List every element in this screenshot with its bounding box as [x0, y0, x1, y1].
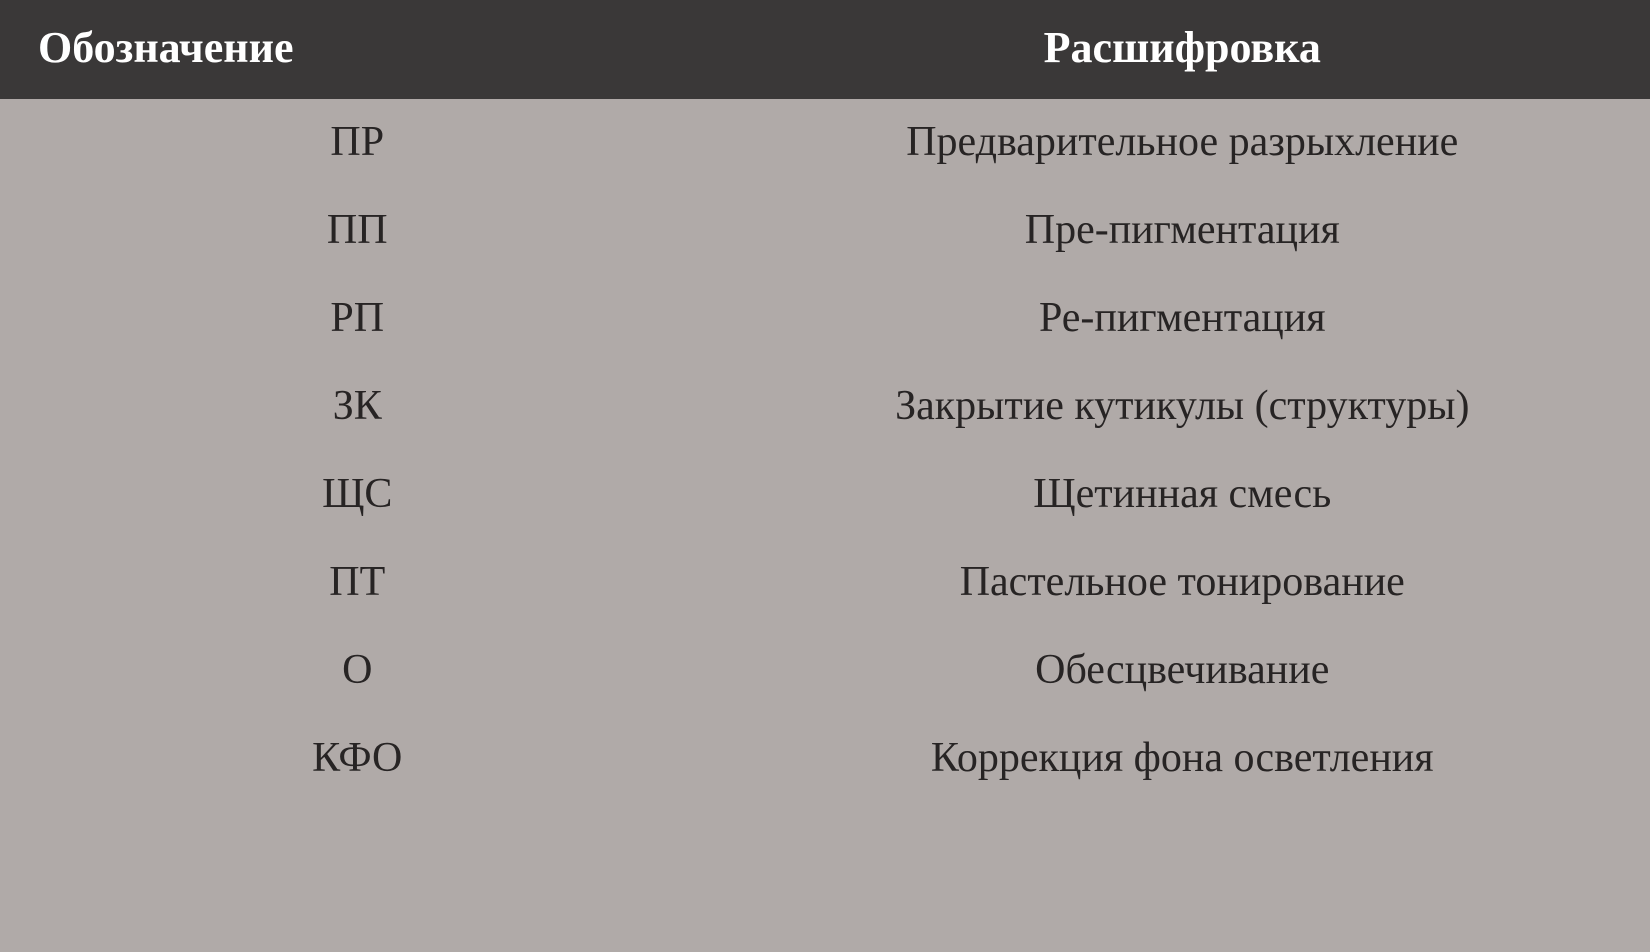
table-row — [0, 451, 1650, 539]
table-row — [0, 275, 1650, 363]
table-row — [0, 715, 1650, 806]
cell-description: Пре-пигментация — [715, 187, 1650, 275]
table-body — [0, 99, 1650, 806]
cell-description: Закрытие кутикулы (структуры) — [715, 363, 1650, 451]
table-row — [0, 99, 1650, 187]
cell-description: Пастельное тонирование — [715, 539, 1650, 627]
cell-code: ПП — [0, 187, 715, 275]
cell-code: О — [0, 627, 715, 715]
table-row — [0, 363, 1650, 451]
cell-description: Коррекция фона осветления — [715, 715, 1650, 806]
cell-code: КФО — [0, 715, 715, 806]
cell-code: ПР — [0, 99, 715, 187]
table-row — [0, 539, 1650, 627]
column-header-code: Обозначение — [0, 0, 715, 99]
table-row — [0, 627, 1650, 715]
cell-code: РП — [0, 275, 715, 363]
table-row — [0, 187, 1650, 275]
cell-code: ЗК — [0, 363, 715, 451]
cell-description: Щетинная смесь — [715, 451, 1650, 539]
cell-description: Ре-пигментация — [715, 275, 1650, 363]
table-header-row — [0, 0, 1650, 99]
column-header-description: Расшифровка — [715, 0, 1650, 99]
table-header — [0, 0, 1650, 99]
cell-code: ПТ — [0, 539, 715, 627]
cell-description: Предварительное разрыхление — [715, 99, 1650, 187]
cell-code: ЩС — [0, 451, 715, 539]
cell-description: Обесцвечивание — [715, 627, 1650, 715]
